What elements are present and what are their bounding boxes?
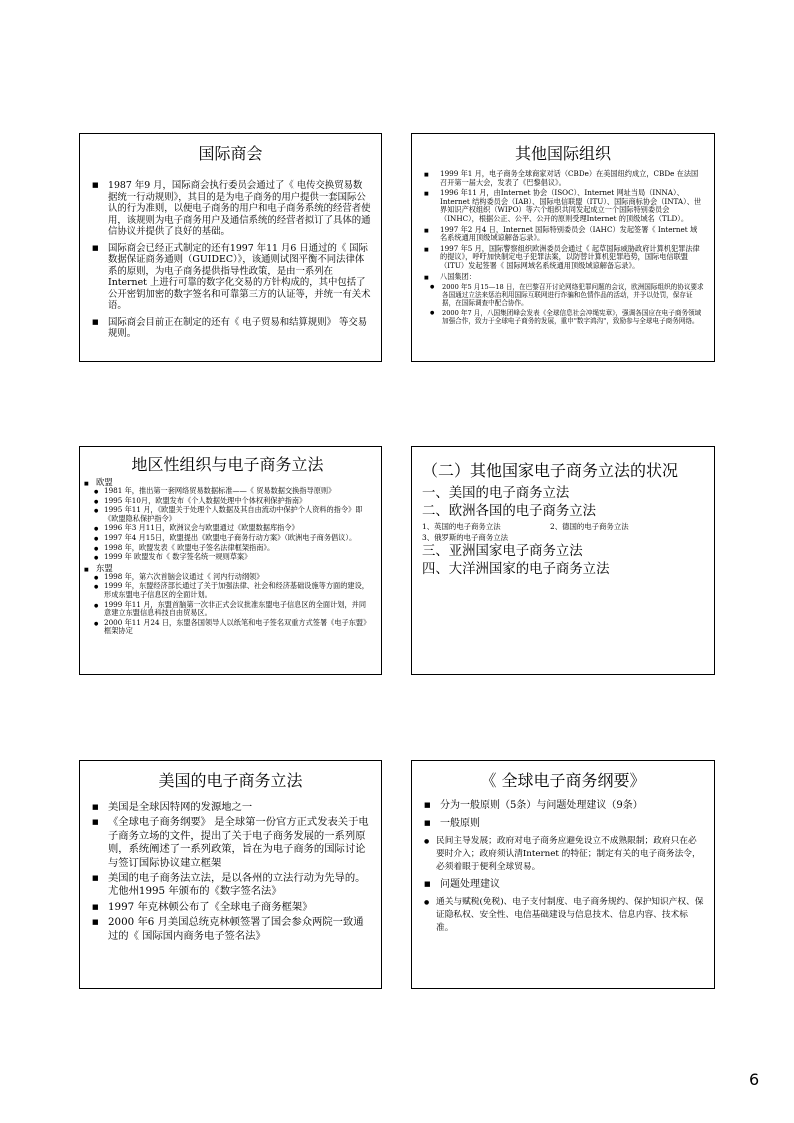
list-item: ■ 美国的电子商务法立法，是以各州的立法行动为先导的。尤他州1995 年颁布的《数字签名法》 [90, 872, 371, 899]
slide-title: 美国的电子商务立法 [158, 771, 303, 790]
list-item: ■ 1999 年1 月，电子商务全球商家对话（CBDe）在美国纽约成立，CBDe 在法国召开第一届大会，发表了《巴黎倡议》。 [422, 170, 704, 187]
sub-list-item: ● 1999 年11 月，东盟首脑第一次非正式会议批准东盟电子信息区的全面计划，并同意建立东盟信息科技自由贸易区。 [92, 601, 371, 618]
sub-list-item: ● 1998 年，欧盟发表《 欧盟电子签名法律框架指南》。 [92, 544, 371, 553]
list-item: ■ 分为一般原则（5条）与问题处理建议（9条） [422, 799, 704, 812]
section-heading: 一、美国的电子商务立法 [422, 486, 570, 501]
list-item: ■ 问题处理建议 [422, 878, 704, 891]
list-item: ■ 国际商会已经正式制定的还有1997 年11 月6 日通过的《 国际数据保证商务通则（GUIDEC）》，该通则试图平衡不同法律体系的原则，为电子商务提供指导性政策，是由一系列在Internet 上进行可靠的数字化交易的方针构成的，其中包括了公开密钥加密的数字签名和可靠第三方的认证等，并统一有关术语。 [90, 243, 371, 312]
list-item: ■ 一般原则 [422, 817, 704, 830]
slide-title: 国际商会 [198, 144, 263, 163]
section-heading: 三、亚洲国家电子商务立法 [422, 544, 583, 559]
sub-list-item: ● 2000 年5 月15—18 日，在巴黎召开讨论网络犯罪问题的会议，欧洲国际组织的协议要求各国通过立法来惩治利用国际互联网进行诈骗和色情作品的活动，并予以处罚，保存证据，在国际调查中配合协作。 [428, 283, 704, 307]
slide-regional-organizations [79, 446, 382, 675]
bullet-list [422, 170, 704, 325]
bullet-list [90, 180, 371, 340]
list-item: ■ 1997 年克林顿公布了《全球电子商务框架》 [90, 901, 371, 914]
sub-list-item: ● 2000 年7 月，八国集团峰会发表《全球信息社会冲绳宪章》，强调各国应在电子商务领域加强合作，致力于全球电子商务的发展，重申"数字鸿沟"，致励参与全球电子商务网络。 [428, 309, 704, 325]
slide-other-organizations [411, 133, 715, 362]
slide-title: （二）其他国家电子商务立法的状况 [422, 461, 679, 480]
sub-row [422, 521, 704, 532]
group-heading-eu: ■ 欧盟 [84, 477, 371, 487]
sub-list-item: ● 通关与赋税(免税)、电子支付制度、电子商务规约、保护知识产权、保证隐私权、安全性、电信基础建设与信息技术、信息内容、技术标准。 [422, 896, 704, 935]
list-item: ■ 1987 年9 月，国际商会执行委员会通过了《 电传交换贸易数据统一行动规则》，其目的是为电子商务的用户提供一套国际公认的行为准则，以便电子商务的用户和电子商务系统的经营者使用，该规则为电子商务用户及通信系统的经营者拟订了具体的通信协议并提供了良好的基础。 [90, 180, 371, 238]
page-number: 6 [749, 1070, 760, 1089]
section-heading: 四、大洋洲国家的电子商务立法 [422, 562, 610, 577]
slide-other-countries [411, 446, 715, 675]
sub-list-item: ● 1981 年，推出第一套网络贸易数据标准——《 贸易数据交换指导原则》 [92, 487, 371, 496]
bullet-list [84, 477, 371, 636]
list-item: ■ 《全球电子商务纲要》 是全球第一份官方正式发表关于电子商务立场的文件，提出了关于电子商务发展的一系列原则，系统阐述了一系列政策，旨在为电子商务的国际讨论与签订国际协议建立框架 [90, 816, 371, 870]
group-heading-asean: ■ 东盟 [84, 563, 371, 573]
sub-heading: 1、英国的电子商务立法 [422, 522, 501, 531]
sub-list-item: ● 1995 年10月，欧盟发布《个人数据处理中个体权利保护指南》 [92, 497, 371, 506]
slide-title: 其他国际组织 [514, 144, 611, 163]
sub-list-item: ● 1996 年3 月11日，欧洲议会与欧盟通过《欧盟数据库指令》 [92, 524, 371, 533]
sub-list-item: ● 民间主导发展；政府对电子商务应避免设立不成熟限制；政府只在必要时介入；政府须认清Internet 的特征；制定有关的电子商务法令，必须着眼于便利全球贸易。 [422, 835, 704, 874]
slide-us-legislation [79, 760, 382, 989]
list-item: ■ 美国是全球因特网的发源地之一 [90, 801, 371, 814]
sub-heading: 3、俄罗斯的电子商务立法 [422, 533, 509, 542]
bullet-list [90, 801, 371, 943]
sub-heading: 2、德国的电子商务立法 [550, 522, 629, 531]
list-item: ■ 2000 年6 月美国总统克林顿签署了国会参众两院一致通过的《 国际国内商务电子签名法》 [90, 916, 371, 943]
sub-list-item: ● 1995 年11 月，《欧盟关于处理个人数据及其自由流动中保护个人资料的指令》即《欧盟隐私保护指令》 [92, 506, 371, 523]
section-heading: 二、欧洲各国的电子商务立法 [422, 504, 597, 519]
list-item: ■ 1997 年5 月，国际警察组织欧洲委员会通过《 起草国际威胁政府计算机犯罪法律的提议》，呼吁加快制定电子犯罪法案，以防替计算机犯罪趋势，国际电信联盟（ITU）发起签署《 国际网域名系统通用顶级域谅解备忘录》。 [422, 245, 704, 271]
slide-global-framework [411, 760, 715, 989]
sub-list-item: ● 1999 年，东盟经济部长通过了关于加强法律、社会和经济基础设施等方面的建设，形成东盟电子信息区的全面计划。 [92, 582, 371, 599]
sub-list-item: ● 1999 年 欧盟发布《 数字签名统一规则草案》 [92, 553, 371, 562]
slide-title: 地区性组织与电子商务立法 [131, 455, 324, 474]
slide-title: 《 全球电子商务纲要》 [480, 771, 646, 790]
bullet-list [422, 799, 704, 935]
sub-list-item: ● 1997 年4 月15日，欧盟提出《欧盟电子商务行动方案》（欧洲电子商务倡议）。 [92, 534, 371, 543]
list-item: ■ 八国集团： [422, 273, 704, 282]
list-item: ■ 国际商会目前正在制定的还有《 电子贸易和结算规则》 等交易规则。 [90, 317, 371, 340]
sub-list-item: ● 2000 年11 月24 日，东盟各国领导人以纸笔和电子签名双重方式签署《电子东盟》框架协定 [92, 619, 371, 636]
sub-list-item: ● 1998 年，第六次首脑会议通过《 河内行动纲领》 [92, 573, 371, 582]
slide-international-chamber [79, 133, 382, 362]
list-item: ■ 1997 年2 月4 日，Internet 国际特别委员会（IAHC）发起签署《 Internet 域名系统通用顶级域谅解备忘录》。 [422, 226, 704, 243]
list-item: ■ 1996 年11 月，由Internet 协会（ISOC）、Internet 网址当局（INNA）、Internet 结构委员会（IAB）、国际电信联盟（ITU）、国际商标协会（INTA）、世界知识产权组织（WIPO）等六个组织共同发起成立一个国际特别委员会（INHC），根据公正、公平、公开的原则受理Internet 的顶级域名（TLD）。 [422, 189, 704, 223]
